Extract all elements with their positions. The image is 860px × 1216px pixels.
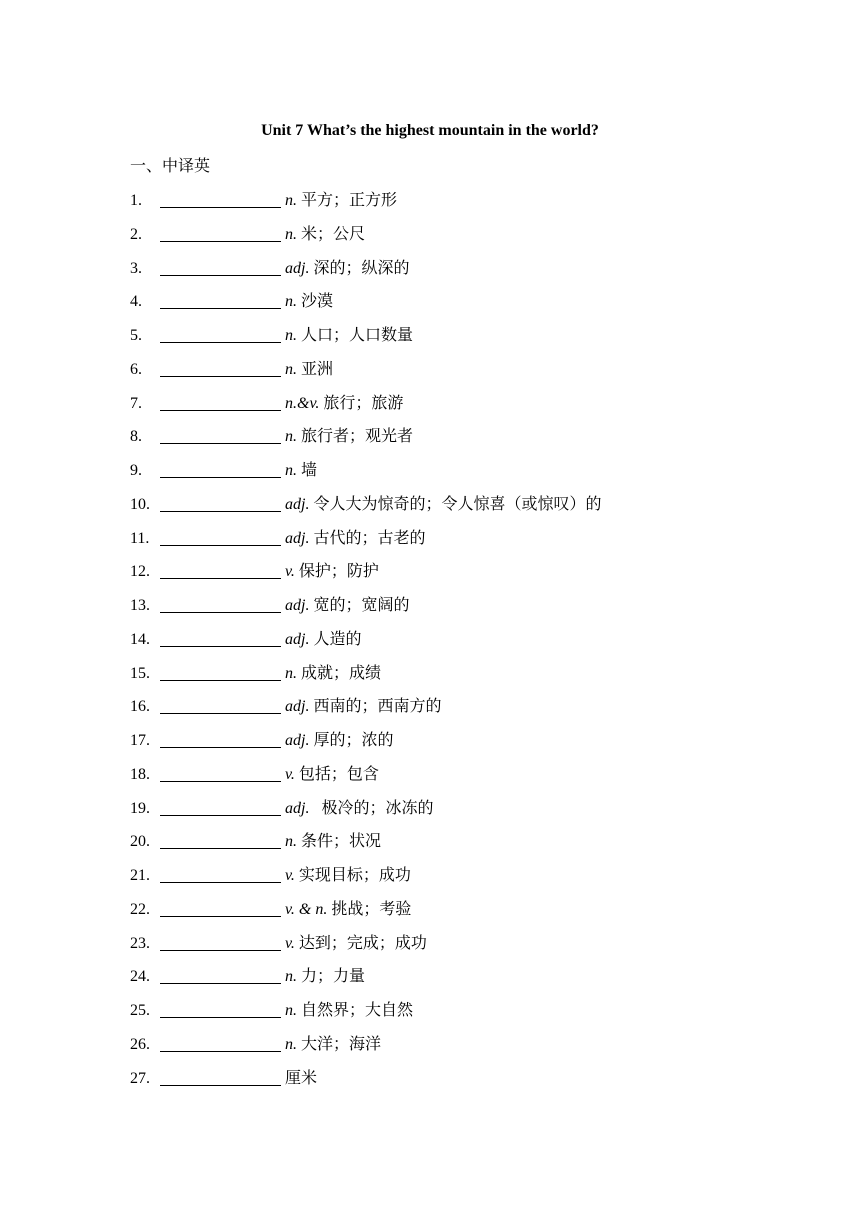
item-number: 16. bbox=[130, 698, 150, 715]
part-of-speech: n. bbox=[285, 968, 297, 985]
answer-blank[interactable] bbox=[160, 1051, 281, 1052]
chinese-meaning: 达到；完成；成功 bbox=[294, 935, 427, 952]
item-definition bbox=[285, 291, 333, 313]
item-definition bbox=[285, 528, 425, 550]
item-number: 9. bbox=[130, 462, 142, 479]
chinese-meaning: 令人大为惊奇的；令人惊喜（或惊叹）的 bbox=[309, 496, 602, 513]
item-definition bbox=[285, 325, 413, 347]
answer-blank[interactable] bbox=[160, 376, 281, 377]
part-of-speech: n. bbox=[285, 665, 297, 682]
part-of-speech: n. bbox=[285, 226, 297, 243]
chinese-meaning: 条件；状况 bbox=[297, 833, 382, 850]
item-number: 3. bbox=[130, 260, 142, 277]
item-definition bbox=[285, 224, 365, 246]
chinese-meaning: 旅行；旅游 bbox=[319, 395, 404, 412]
answer-blank[interactable] bbox=[160, 410, 281, 411]
item-definition bbox=[285, 359, 333, 381]
item-definition bbox=[285, 393, 403, 415]
item-definition bbox=[285, 730, 393, 752]
answer-blank[interactable] bbox=[160, 916, 281, 917]
answer-blank[interactable] bbox=[160, 207, 281, 208]
answer-blank[interactable] bbox=[160, 241, 281, 242]
item-definition bbox=[285, 933, 427, 955]
item-definition bbox=[285, 663, 381, 685]
answer-blank[interactable] bbox=[160, 747, 281, 748]
answer-blank[interactable] bbox=[160, 308, 281, 309]
chinese-meaning: 西南的；西南方的 bbox=[309, 698, 442, 715]
answer-blank[interactable] bbox=[160, 275, 281, 276]
chinese-meaning: 平方；正方形 bbox=[297, 192, 398, 209]
item-definition bbox=[285, 865, 411, 887]
answer-blank[interactable] bbox=[160, 342, 281, 343]
part-of-speech: adj. bbox=[285, 698, 310, 715]
part-of-speech: n. bbox=[285, 293, 297, 310]
chinese-meaning: 大洋；海洋 bbox=[297, 1036, 382, 1053]
item-definition bbox=[285, 561, 379, 583]
answer-blank[interactable] bbox=[160, 578, 281, 579]
item-number: 5. bbox=[130, 327, 142, 344]
chinese-meaning: 墙 bbox=[297, 462, 318, 479]
chinese-meaning: 亚洲 bbox=[297, 361, 334, 378]
item-definition bbox=[285, 1068, 317, 1090]
item-number: 22. bbox=[130, 901, 150, 918]
item-number: 8. bbox=[130, 428, 142, 445]
item-number: 23. bbox=[130, 935, 150, 952]
item-definition bbox=[285, 494, 601, 516]
part-of-speech: adj. bbox=[285, 631, 310, 648]
item-definition bbox=[285, 966, 365, 988]
chinese-meaning: 保护；防护 bbox=[294, 563, 379, 580]
part-of-speech: v. bbox=[285, 867, 295, 884]
chinese-meaning: 旅行者；观光者 bbox=[297, 428, 414, 445]
answer-blank[interactable] bbox=[160, 511, 281, 512]
item-definition bbox=[285, 798, 433, 820]
chinese-meaning: 自然界；大自然 bbox=[297, 1002, 414, 1019]
part-of-speech: v. bbox=[285, 563, 295, 580]
item-number: 4. bbox=[130, 293, 142, 310]
item-number: 13. bbox=[130, 597, 150, 614]
part-of-speech: adj. bbox=[285, 800, 310, 817]
item-number: 21. bbox=[130, 867, 150, 884]
document-title: Unit 7 What’s the highest mountain in the world? bbox=[261, 122, 599, 139]
chinese-meaning: 深的；纵深的 bbox=[309, 260, 410, 277]
part-of-speech: v. bbox=[285, 766, 295, 783]
item-number: 27. bbox=[130, 1070, 150, 1087]
item-definition bbox=[285, 899, 411, 921]
answer-blank[interactable] bbox=[160, 443, 281, 444]
item-definition bbox=[285, 764, 379, 786]
item-definition bbox=[285, 696, 441, 718]
chinese-meaning: 宽的；宽阔的 bbox=[309, 597, 410, 614]
part-of-speech: n. bbox=[285, 1036, 297, 1053]
item-number: 17. bbox=[130, 732, 150, 749]
part-of-speech: n. bbox=[285, 327, 297, 344]
item-number: 19. bbox=[130, 800, 150, 817]
part-of-speech: n. bbox=[285, 361, 297, 378]
item-definition bbox=[285, 1000, 413, 1022]
chinese-meaning: 厚的；浓的 bbox=[309, 732, 394, 749]
part-of-speech: v. & n. bbox=[285, 901, 328, 918]
item-definition bbox=[285, 460, 317, 482]
item-number: 25. bbox=[130, 1002, 150, 1019]
item-number: 1. bbox=[130, 192, 142, 209]
answer-blank[interactable] bbox=[160, 545, 281, 546]
item-number: 14. bbox=[130, 631, 150, 648]
chinese-meaning: 人口；人口数量 bbox=[297, 327, 414, 344]
item-number: 24. bbox=[130, 968, 150, 985]
chinese-meaning: 极冷的；冰冻的 bbox=[309, 800, 434, 817]
item-number: 10. bbox=[130, 496, 150, 513]
item-number: 7. bbox=[130, 395, 142, 412]
chinese-meaning: 厘米 bbox=[285, 1070, 318, 1087]
answer-blank[interactable] bbox=[160, 477, 281, 478]
answer-blank[interactable] bbox=[160, 882, 281, 883]
chinese-meaning: 挑战；考验 bbox=[327, 901, 412, 918]
answer-blank[interactable] bbox=[160, 680, 281, 681]
item-definition bbox=[285, 831, 381, 853]
chinese-meaning: 包括；包含 bbox=[294, 766, 379, 783]
part-of-speech: n. bbox=[285, 1002, 297, 1019]
item-number: 26. bbox=[130, 1036, 150, 1053]
item-number: 2. bbox=[130, 226, 142, 243]
item-definition bbox=[285, 1034, 381, 1056]
answer-blank[interactable] bbox=[160, 983, 281, 984]
part-of-speech: adj. bbox=[285, 260, 310, 277]
part-of-speech: adj. bbox=[285, 597, 310, 614]
item-number: 12. bbox=[130, 563, 150, 580]
item-definition bbox=[285, 258, 409, 280]
answer-blank[interactable] bbox=[160, 848, 281, 849]
item-definition bbox=[285, 629, 361, 651]
item-number: 6. bbox=[130, 361, 142, 378]
answer-blank[interactable] bbox=[160, 612, 281, 613]
answer-blank[interactable] bbox=[160, 781, 281, 782]
part-of-speech: n.&v. bbox=[285, 395, 320, 412]
item-definition bbox=[285, 426, 413, 448]
answer-blank[interactable] bbox=[160, 815, 281, 816]
part-of-speech: n. bbox=[285, 428, 297, 445]
item-number: 11. bbox=[130, 530, 150, 547]
item-definition bbox=[285, 595, 409, 617]
chinese-meaning: 沙漠 bbox=[297, 293, 334, 310]
chinese-meaning: 人造的 bbox=[309, 631, 362, 648]
item-number: 20. bbox=[130, 833, 150, 850]
part-of-speech: adj. bbox=[285, 496, 310, 513]
item-number: 18. bbox=[130, 766, 150, 783]
answer-blank[interactable] bbox=[160, 1085, 281, 1086]
answer-blank[interactable] bbox=[160, 646, 281, 647]
part-of-speech: adj. bbox=[285, 530, 310, 547]
item-number: 15. bbox=[130, 665, 150, 682]
part-of-speech: n. bbox=[285, 833, 297, 850]
part-of-speech: adj. bbox=[285, 732, 310, 749]
answer-blank[interactable] bbox=[160, 713, 281, 714]
part-of-speech: v. bbox=[285, 935, 295, 952]
chinese-meaning: 实现目标；成功 bbox=[294, 867, 411, 884]
section-heading: 一、中译英 bbox=[130, 158, 211, 175]
chinese-meaning: 成就；成绩 bbox=[297, 665, 382, 682]
part-of-speech: n. bbox=[285, 192, 297, 209]
chinese-meaning: 力；力量 bbox=[297, 968, 366, 985]
answer-blank[interactable] bbox=[160, 950, 281, 951]
chinese-meaning: 古代的；古老的 bbox=[309, 530, 426, 547]
answer-blank[interactable] bbox=[160, 1017, 281, 1018]
item-definition bbox=[285, 190, 397, 212]
part-of-speech: n. bbox=[285, 462, 297, 479]
chinese-meaning: 米；公尺 bbox=[297, 226, 366, 243]
